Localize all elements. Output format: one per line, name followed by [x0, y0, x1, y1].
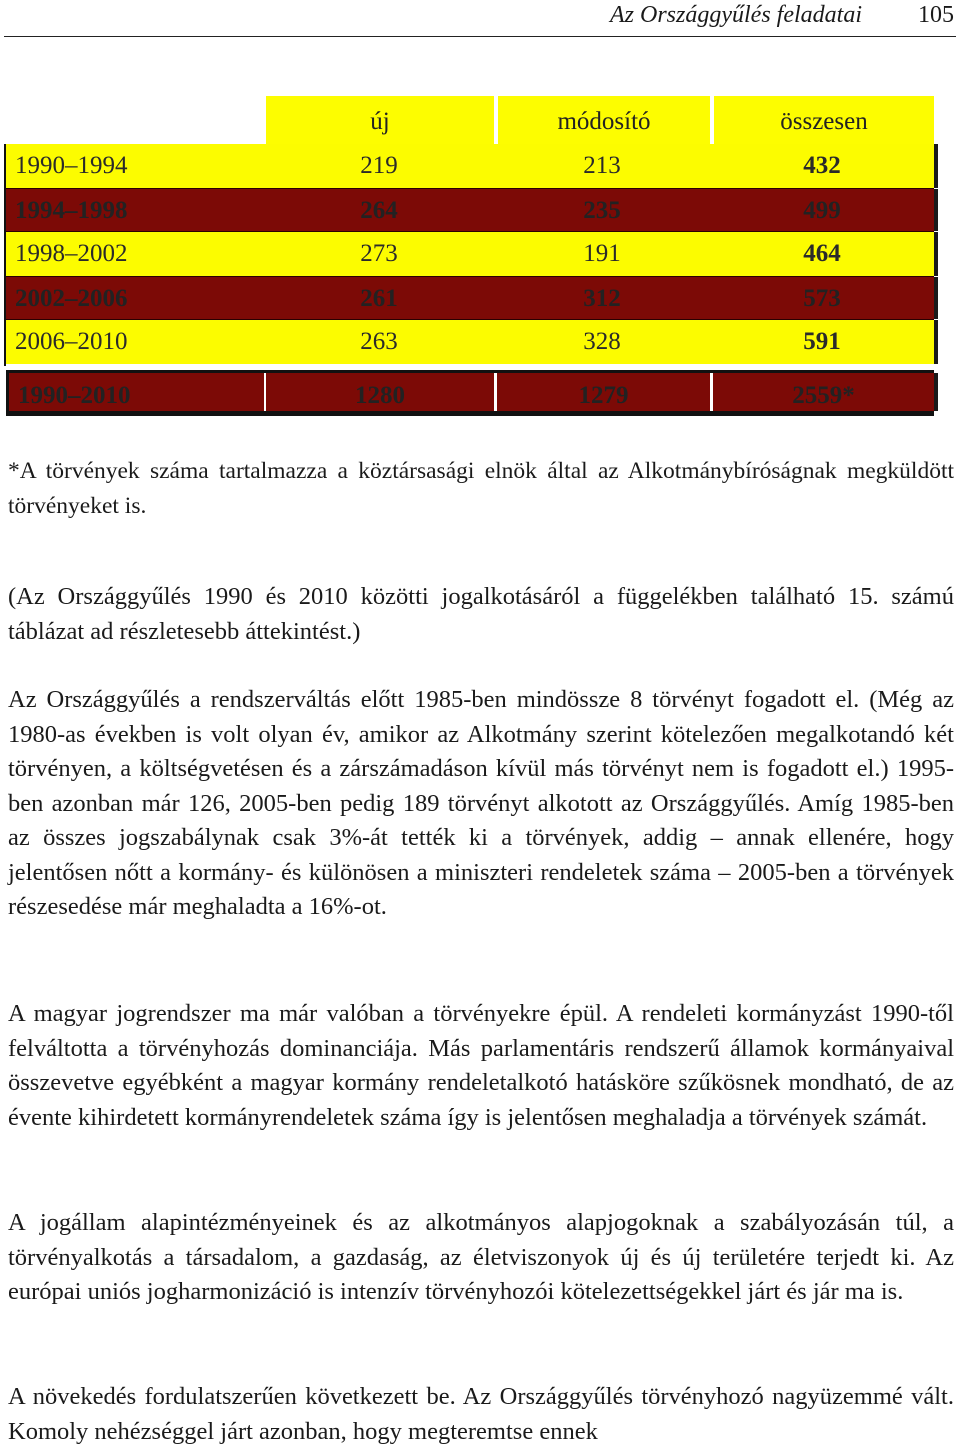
amend-cell: 213: [583, 152, 621, 179]
total-cell: 499: [803, 197, 841, 224]
new-cell: 264: [360, 197, 398, 224]
total-cell: 432: [803, 152, 841, 179]
row-shadow: [934, 320, 938, 364]
header-cell-new: új: [264, 96, 494, 144]
paragraph: A jogállam alapintézményeinek és az alkotmányos alapjogoknak a szabályozásán túl, a törvényalkotás a társadalom, a gazdaság, az életviszonyok új és új területére terjedt ki. Az európai uniós jogharmonizáció is intenzív törvényhozói kötelezettségekkel járt és jár ma is.: [8, 1209, 954, 1305]
table-row: [6, 188, 934, 232]
total-cell: 591: [803, 328, 841, 355]
total-cell: 464: [803, 240, 841, 267]
paragraph: Az Országgyűlés a rendszerváltás előtt 1985-ben mindössze 8 törvényt fogadott el. (Még az 1980-as években is volt olyan év, amikor az Alkotmány szerint kötelezően megalkotandó két törvényen, a költségvetésen és a zárszámadáson kívül más törvényt nem is fogadott el.) 1995-ben azonban már 126, 2005-ben pedig 189 törvényt alkotott az Országgyűlés. Amíg 1985-ben az összes jogszabálynak csak 3%-át tették ki a törvények, addig – annak ellenére, hogy jelentősen nőtt a kormány- és különösen a miniszteri rendeletek száma – 2005-ben a törvények részesedése már meghaladta a 16%-ot.: [8, 686, 954, 920]
table-row: [6, 276, 934, 320]
paragraph: (Az Országgyűlés 1990 és 2010 közötti jogalkotásáról a függelékben található 15. számú táblázat ad részletesebb áttekintést.): [8, 583, 954, 645]
period-cell: 2006–2010: [15, 328, 128, 355]
amend-cell: 312: [583, 285, 621, 312]
table-footnote: *A törvények száma tartalmazza a köztársasági elnök által az Alkotmánybíróságnak megküldött törvényeket is.: [8, 458, 954, 519]
table-row: [6, 232, 934, 276]
header-rule: [4, 36, 956, 37]
period-cell: 1994–1998: [15, 197, 128, 224]
new-cell: 273: [360, 240, 398, 267]
row-shadow: [934, 373, 938, 411]
period-cell: 1990–2010: [18, 382, 131, 409]
amend-cell: 191: [583, 240, 621, 267]
table-total-row: [6, 370, 934, 416]
amend-cell: 328: [583, 328, 621, 355]
period-cell: 1998–2002: [15, 240, 128, 267]
paragraph: A magyar jogrendszer ma már valóban a törvényekre épül. A rendeleti kormányzást 1990-től felváltotta a törvényhozás dominanciája. Más parlamentáris rendszerű államok kormányaival összevetve egyébként a magyar kormány rendeletalkotó hatásköre szűkösnek mondható, de az évente kihirdetett kormányrendeletek száma így is jelentősen meghaladja a törvények számát.: [8, 1000, 954, 1131]
row-shadow: [934, 189, 938, 231]
row-shadow: [934, 232, 938, 276]
header-cell-total: összesen: [710, 96, 934, 144]
amend-cell: 1279: [494, 373, 710, 411]
page-number: 105: [918, 2, 954, 28]
new-cell: 261: [360, 285, 398, 312]
new-cell: 263: [360, 328, 398, 355]
new-cell: 1280: [264, 373, 494, 411]
running-title: Az Országgyűlés feladatai: [610, 2, 862, 28]
legislation-table: [6, 96, 934, 416]
amend-cell: 235: [583, 197, 621, 224]
row-shadow: [934, 277, 938, 319]
table-row: [6, 320, 934, 364]
table-row: [6, 144, 934, 188]
row-shadow: [934, 144, 938, 188]
paragraph: A növekedés fordulatszerűen következett be. Az Országgyűlés törvényhozó nagyüzemmé vált. Komoly nehézséggel járt azonban, hogy megteremtse ennek: [8, 1383, 954, 1445]
total-cell: 573: [803, 285, 841, 312]
page-header: [0, 0, 960, 36]
total-cell: 2559*: [710, 373, 934, 411]
header-cell-empty: [6, 96, 264, 144]
period-cell: 1990–1994: [15, 152, 128, 179]
period-cell: 2002–2006: [15, 285, 128, 312]
table-header-row: [6, 96, 934, 144]
header-cell-amend: módosító: [494, 96, 710, 144]
new-cell: 219: [360, 152, 398, 179]
